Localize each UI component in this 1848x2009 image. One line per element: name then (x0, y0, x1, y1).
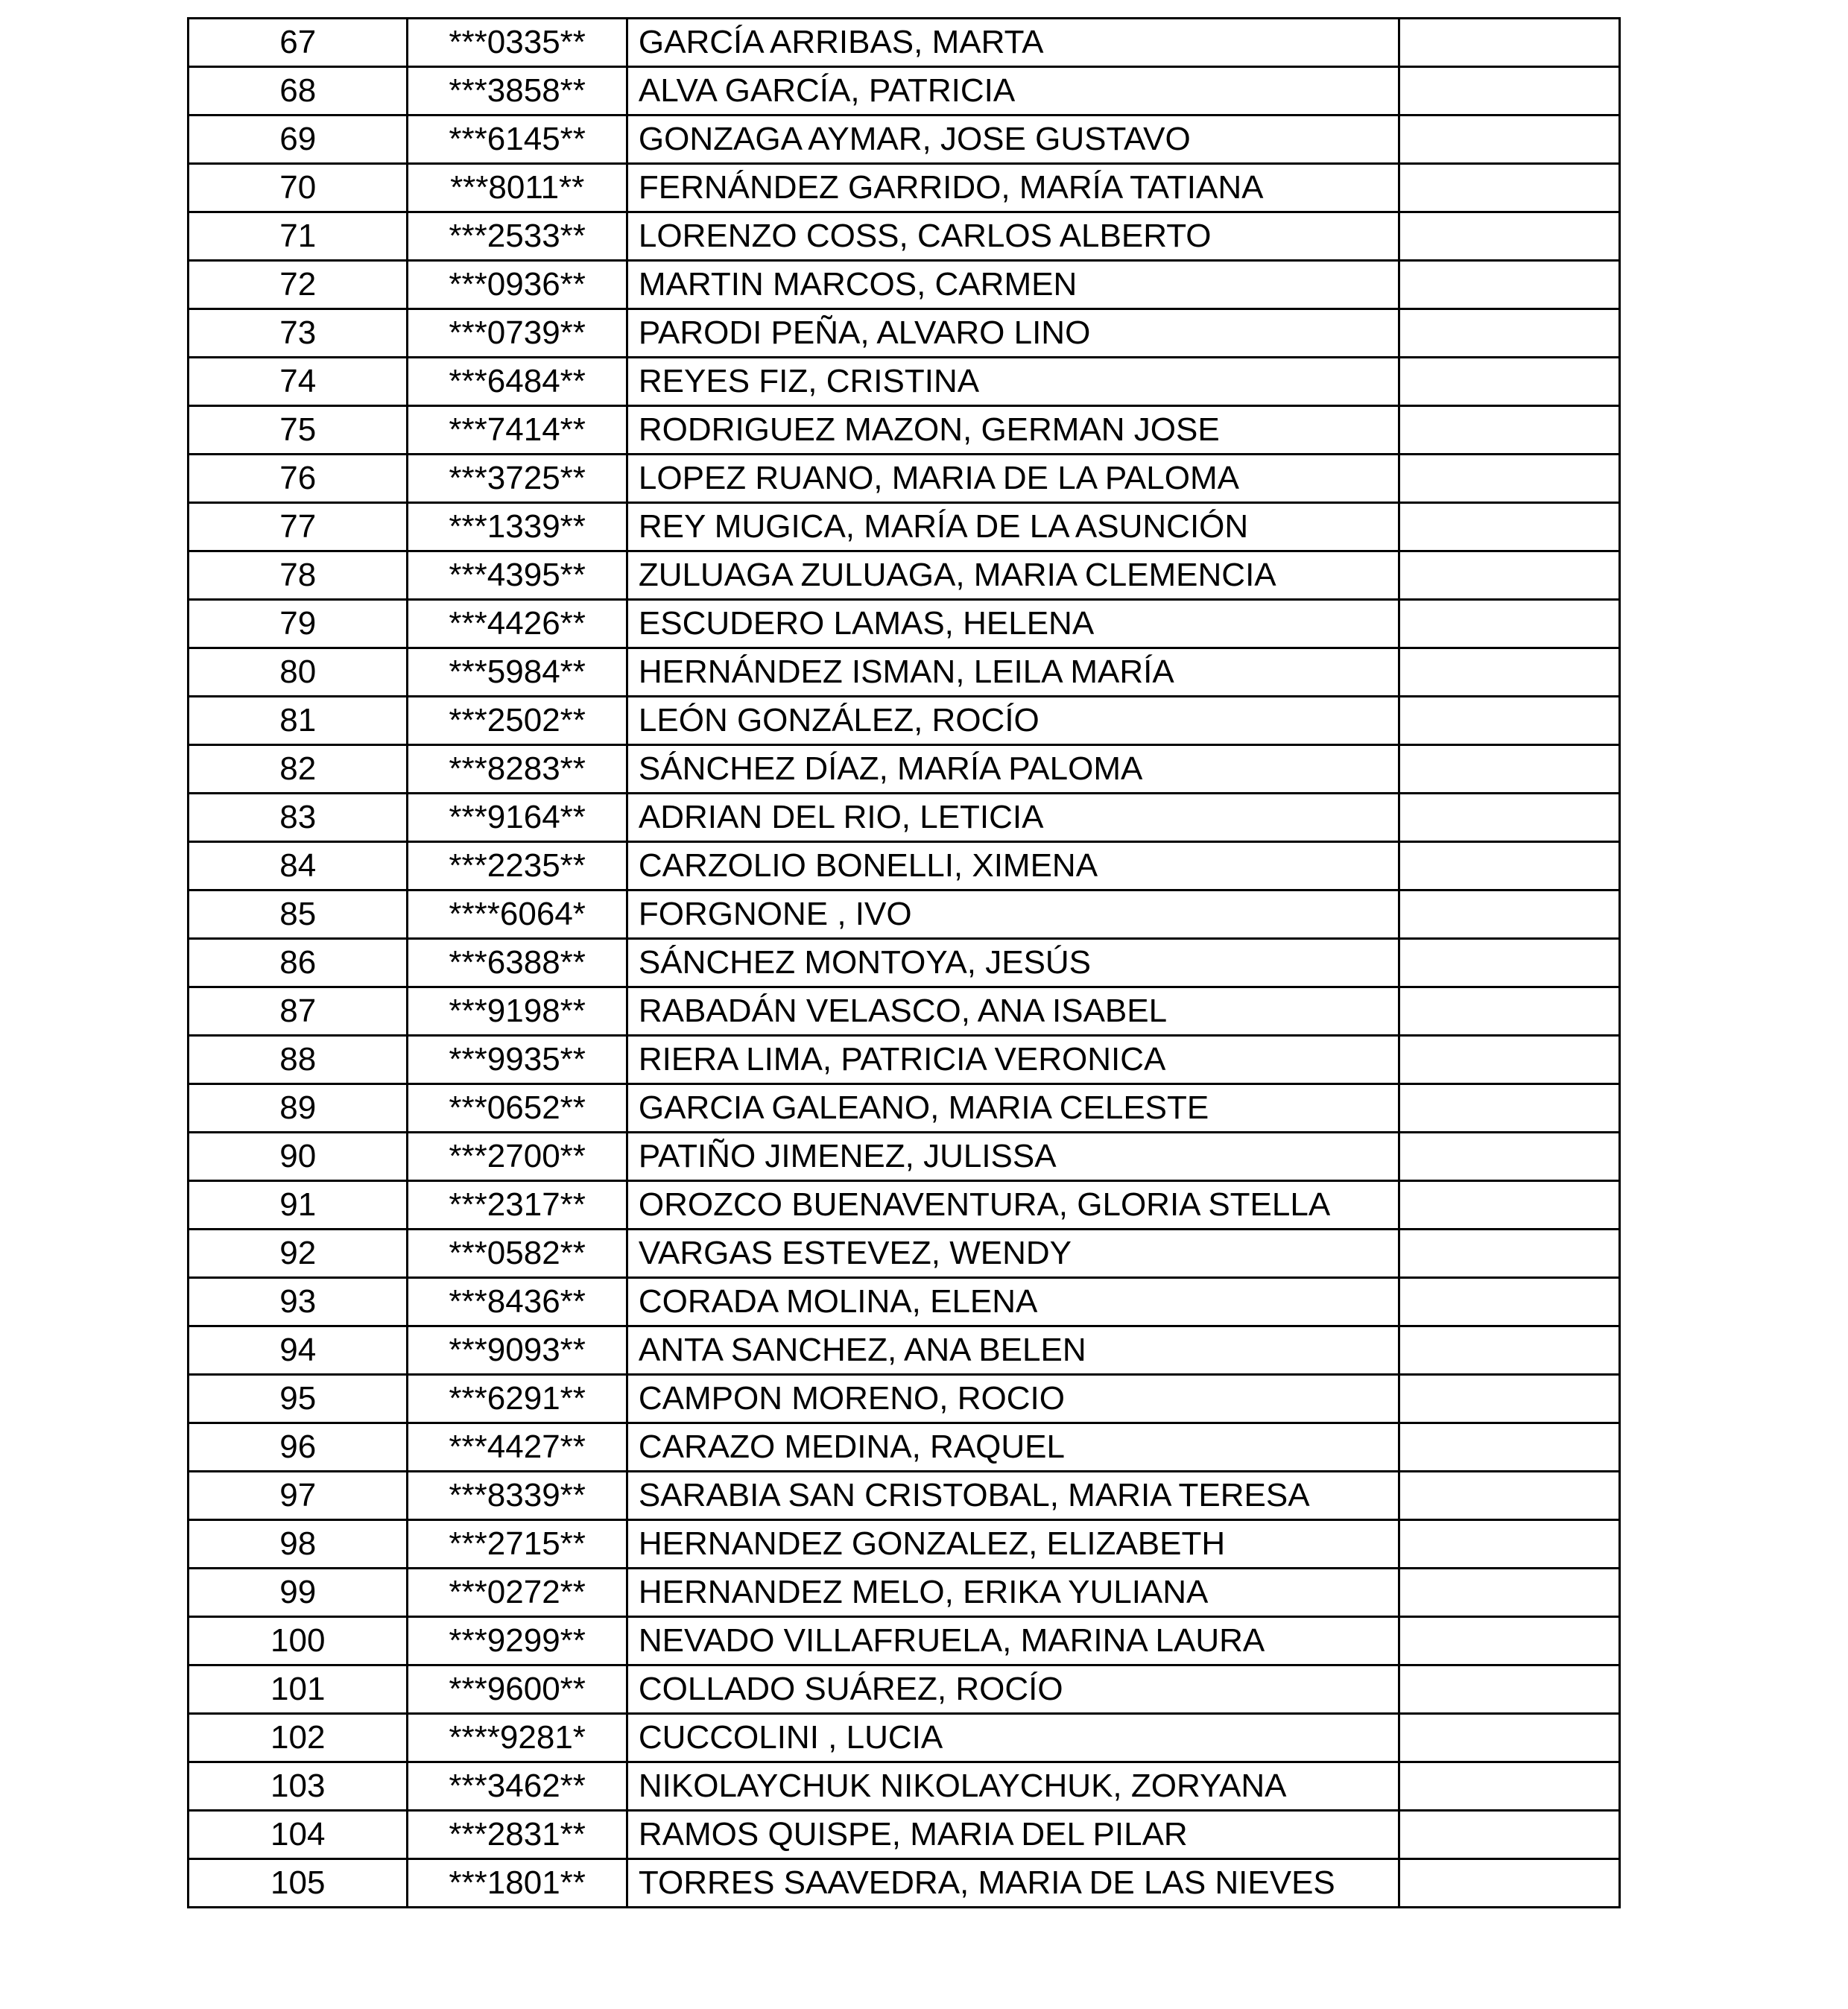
full-name-cell: GARCÍA ARRIBAS, MARTA (627, 19, 1399, 67)
blank-cell (1399, 358, 1619, 406)
blank-cell (1399, 842, 1619, 890)
row-number-cell: 95 (189, 1375, 408, 1423)
full-name-cell: NEVADO VILLAFRUELA, MARINA LAURA (627, 1617, 1399, 1665)
full-name-cell: NIKOLAYCHUK NIKOLAYCHUK, ZORYANA (627, 1762, 1399, 1811)
full-name-cell: ALVA GARCÍA, PATRICIA (627, 67, 1399, 116)
row-number-cell: 89 (189, 1084, 408, 1133)
row-number-cell: 84 (189, 842, 408, 890)
full-name-cell: FORGNONE , IVO (627, 890, 1399, 939)
id-number-cell: ***0739** (408, 309, 627, 358)
blank-cell (1399, 164, 1619, 212)
table-row (189, 890, 1620, 939)
table-row (189, 745, 1620, 794)
id-number-cell: ***0936** (408, 261, 627, 309)
row-number-cell: 81 (189, 697, 408, 745)
full-name-cell: REY MUGICA, MARÍA DE LA ASUNCIÓN (627, 503, 1399, 551)
blank-cell (1399, 1859, 1619, 1908)
row-number-cell: 94 (189, 1326, 408, 1375)
row-number-cell: 75 (189, 406, 408, 455)
row-number-cell: 87 (189, 987, 408, 1036)
full-name-cell: RABADÁN VELASCO, ANA ISABEL (627, 987, 1399, 1036)
table-row (189, 1230, 1620, 1278)
id-number-cell: ***0652** (408, 1084, 627, 1133)
table-row (189, 1036, 1620, 1084)
blank-cell (1399, 551, 1619, 600)
blank-cell (1399, 600, 1619, 648)
table-row (189, 1084, 1620, 1133)
row-number-cell: 97 (189, 1472, 408, 1520)
full-name-cell: ZULUAGA ZULUAGA, MARIA CLEMENCIA (627, 551, 1399, 600)
row-number-cell: 69 (189, 116, 408, 164)
full-name-cell: SÁNCHEZ DÍAZ, MARÍA PALOMA (627, 745, 1399, 794)
applicant-table (187, 17, 1621, 1908)
table-row (189, 164, 1620, 212)
id-number-cell: ***8339** (408, 1472, 627, 1520)
row-number-cell: 76 (189, 455, 408, 503)
row-number-cell: 78 (189, 551, 408, 600)
table-row (189, 648, 1620, 697)
row-number-cell: 68 (189, 67, 408, 116)
table-row (189, 455, 1620, 503)
blank-cell (1399, 1520, 1619, 1569)
blank-cell (1399, 309, 1619, 358)
full-name-cell: RIERA LIMA, PATRICIA VERONICA (627, 1036, 1399, 1084)
id-number-cell: ***2533** (408, 212, 627, 261)
id-number-cell: ***2317** (408, 1181, 627, 1230)
row-number-cell: 67 (189, 19, 408, 67)
blank-cell (1399, 648, 1619, 697)
full-name-cell: SÁNCHEZ MONTOYA, JESÚS (627, 939, 1399, 987)
table-row (189, 309, 1620, 358)
row-number-cell: 74 (189, 358, 408, 406)
table-row (189, 1326, 1620, 1375)
row-number-cell: 91 (189, 1181, 408, 1230)
blank-cell (1399, 455, 1619, 503)
blank-cell (1399, 1423, 1619, 1472)
table-row (189, 1472, 1620, 1520)
blank-cell (1399, 19, 1619, 67)
blank-cell (1399, 1133, 1619, 1181)
id-number-cell: ***4395** (408, 551, 627, 600)
full-name-cell: REYES FIZ, CRISTINA (627, 358, 1399, 406)
id-number-cell: ***4426** (408, 600, 627, 648)
table-row (189, 1665, 1620, 1714)
full-name-cell: ADRIAN DEL RIO, LETICIA (627, 794, 1399, 842)
row-number-cell: 70 (189, 164, 408, 212)
blank-cell (1399, 1084, 1619, 1133)
full-name-cell: CARZOLIO BONELLI, XIMENA (627, 842, 1399, 890)
blank-cell (1399, 261, 1619, 309)
row-number-cell: 93 (189, 1278, 408, 1326)
full-name-cell: PARODI PEÑA, ALVARO LINO (627, 309, 1399, 358)
id-number-cell: ***2715** (408, 1520, 627, 1569)
table-row (189, 1423, 1620, 1472)
table-row (189, 842, 1620, 890)
table-row (189, 551, 1620, 600)
blank-cell (1399, 1278, 1619, 1326)
full-name-cell: LEÓN GONZÁLEZ, ROCÍO (627, 697, 1399, 745)
blank-cell (1399, 890, 1619, 939)
table-row (189, 1520, 1620, 1569)
table-row (189, 67, 1620, 116)
blank-cell (1399, 406, 1619, 455)
table-row (189, 1375, 1620, 1423)
row-number-cell: 71 (189, 212, 408, 261)
row-number-cell: 82 (189, 745, 408, 794)
id-number-cell: ***3858** (408, 67, 627, 116)
id-number-cell: ***5984** (408, 648, 627, 697)
id-number-cell: ***0335** (408, 19, 627, 67)
table-body (189, 19, 1620, 1908)
blank-cell (1399, 1762, 1619, 1811)
id-number-cell: ***9198** (408, 987, 627, 1036)
table-row (189, 503, 1620, 551)
full-name-cell: ESCUDERO LAMAS, HELENA (627, 600, 1399, 648)
id-number-cell: ***8283** (408, 745, 627, 794)
id-number-cell: ***9164** (408, 794, 627, 842)
table-row (189, 1859, 1620, 1908)
row-number-cell: 79 (189, 600, 408, 648)
blank-cell (1399, 745, 1619, 794)
full-name-cell: CARAZO MEDINA, RAQUEL (627, 1423, 1399, 1472)
row-number-cell: 96 (189, 1423, 408, 1472)
full-name-cell: HERNANDEZ MELO, ERIKA YULIANA (627, 1569, 1399, 1617)
id-number-cell: ****9281* (408, 1714, 627, 1762)
id-number-cell: ***8011** (408, 164, 627, 212)
blank-cell (1399, 939, 1619, 987)
full-name-cell: OROZCO BUENAVENTURA, GLORIA STELLA (627, 1181, 1399, 1230)
blank-cell (1399, 1665, 1619, 1714)
id-number-cell: ***1801** (408, 1859, 627, 1908)
full-name-cell: GARCIA GALEANO, MARIA CELESTE (627, 1084, 1399, 1133)
blank-cell (1399, 1472, 1619, 1520)
table-row (189, 1278, 1620, 1326)
row-number-cell: 90 (189, 1133, 408, 1181)
row-number-cell: 80 (189, 648, 408, 697)
full-name-cell: HERNÁNDEZ ISMAN, LEILA MARÍA (627, 648, 1399, 697)
row-number-cell: 105 (189, 1859, 408, 1908)
id-number-cell: ***9093** (408, 1326, 627, 1375)
full-name-cell: COLLADO SUÁREZ, ROCÍO (627, 1665, 1399, 1714)
blank-cell (1399, 1181, 1619, 1230)
full-name-cell: SARABIA SAN CRISTOBAL, MARIA TERESA (627, 1472, 1399, 1520)
table-row (189, 19, 1620, 67)
blank-cell (1399, 1326, 1619, 1375)
id-number-cell: ***2235** (408, 842, 627, 890)
table-row (189, 600, 1620, 648)
id-number-cell: ***3462** (408, 1762, 627, 1811)
id-number-cell: ***2831** (408, 1811, 627, 1859)
blank-cell (1399, 1375, 1619, 1423)
row-number-cell: 85 (189, 890, 408, 939)
row-number-cell: 92 (189, 1230, 408, 1278)
id-number-cell: ***6388** (408, 939, 627, 987)
id-number-cell: ***2502** (408, 697, 627, 745)
full-name-cell: VARGAS ESTEVEZ, WENDY (627, 1230, 1399, 1278)
row-number-cell: 100 (189, 1617, 408, 1665)
blank-cell (1399, 794, 1619, 842)
full-name-cell: PATIÑO JIMENEZ, JULISSA (627, 1133, 1399, 1181)
full-name-cell: CUCCOLINI , LUCIA (627, 1714, 1399, 1762)
table-row (189, 261, 1620, 309)
blank-cell (1399, 1811, 1619, 1859)
full-name-cell: MARTIN MARCOS, CARMEN (627, 261, 1399, 309)
full-name-cell: GONZAGA AYMAR, JOSE GUSTAVO (627, 116, 1399, 164)
full-name-cell: CORADA MOLINA, ELENA (627, 1278, 1399, 1326)
full-name-cell: TORRES SAAVEDRA, MARIA DE LAS NIEVES (627, 1859, 1399, 1908)
full-name-cell: LORENZO COSS, CARLOS ALBERTO (627, 212, 1399, 261)
table-row (189, 1569, 1620, 1617)
table-row (189, 406, 1620, 455)
blank-cell (1399, 503, 1619, 551)
id-number-cell: ***2700** (408, 1133, 627, 1181)
row-number-cell: 77 (189, 503, 408, 551)
id-number-cell: ***9299** (408, 1617, 627, 1665)
full-name-cell: LOPEZ RUANO, MARIA DE LA PALOMA (627, 455, 1399, 503)
full-name-cell: HERNANDEZ GONZALEZ, ELIZABETH (627, 1520, 1399, 1569)
id-number-cell: ***0582** (408, 1230, 627, 1278)
row-number-cell: 73 (189, 309, 408, 358)
full-name-cell: FERNÁNDEZ GARRIDO, MARÍA TATIANA (627, 164, 1399, 212)
blank-cell (1399, 67, 1619, 116)
row-number-cell: 98 (189, 1520, 408, 1569)
blank-cell (1399, 212, 1619, 261)
row-number-cell: 88 (189, 1036, 408, 1084)
blank-cell (1399, 697, 1619, 745)
id-number-cell: ***0272** (408, 1569, 627, 1617)
id-number-cell: ***4427** (408, 1423, 627, 1472)
table-row (189, 1181, 1620, 1230)
id-number-cell: ***6145** (408, 116, 627, 164)
table-row (189, 1714, 1620, 1762)
blank-cell (1399, 1714, 1619, 1762)
id-number-cell: ***7414** (408, 406, 627, 455)
row-number-cell: 83 (189, 794, 408, 842)
blank-cell (1399, 987, 1619, 1036)
row-number-cell: 104 (189, 1811, 408, 1859)
table-row (189, 987, 1620, 1036)
full-name-cell: CAMPON MORENO, ROCIO (627, 1375, 1399, 1423)
full-name-cell: RODRIGUEZ MAZON, GERMAN JOSE (627, 406, 1399, 455)
row-number-cell: 101 (189, 1665, 408, 1714)
id-number-cell: ***9935** (408, 1036, 627, 1084)
id-number-cell: ***6484** (408, 358, 627, 406)
id-number-cell: ***9600** (408, 1665, 627, 1714)
table-row (189, 1133, 1620, 1181)
id-number-cell: ***3725** (408, 455, 627, 503)
full-name-cell: ANTA SANCHEZ, ANA BELEN (627, 1326, 1399, 1375)
row-number-cell: 102 (189, 1714, 408, 1762)
blank-cell (1399, 116, 1619, 164)
table-row (189, 116, 1620, 164)
blank-cell (1399, 1569, 1619, 1617)
table-row (189, 358, 1620, 406)
id-number-cell: ***1339** (408, 503, 627, 551)
table-row (189, 939, 1620, 987)
id-number-cell: ***8436** (408, 1278, 627, 1326)
blank-cell (1399, 1617, 1619, 1665)
table-row (189, 697, 1620, 745)
id-number-cell: ****6064* (408, 890, 627, 939)
row-number-cell: 99 (189, 1569, 408, 1617)
full-name-cell: RAMOS QUISPE, MARIA DEL PILAR (627, 1811, 1399, 1859)
row-number-cell: 72 (189, 261, 408, 309)
table-row (189, 1762, 1620, 1811)
id-number-cell: ***6291** (408, 1375, 627, 1423)
row-number-cell: 103 (189, 1762, 408, 1811)
blank-cell (1399, 1036, 1619, 1084)
table-row (189, 212, 1620, 261)
table-row (189, 1617, 1620, 1665)
blank-cell (1399, 1230, 1619, 1278)
table-row (189, 1811, 1620, 1859)
table-row (189, 794, 1620, 842)
row-number-cell: 86 (189, 939, 408, 987)
